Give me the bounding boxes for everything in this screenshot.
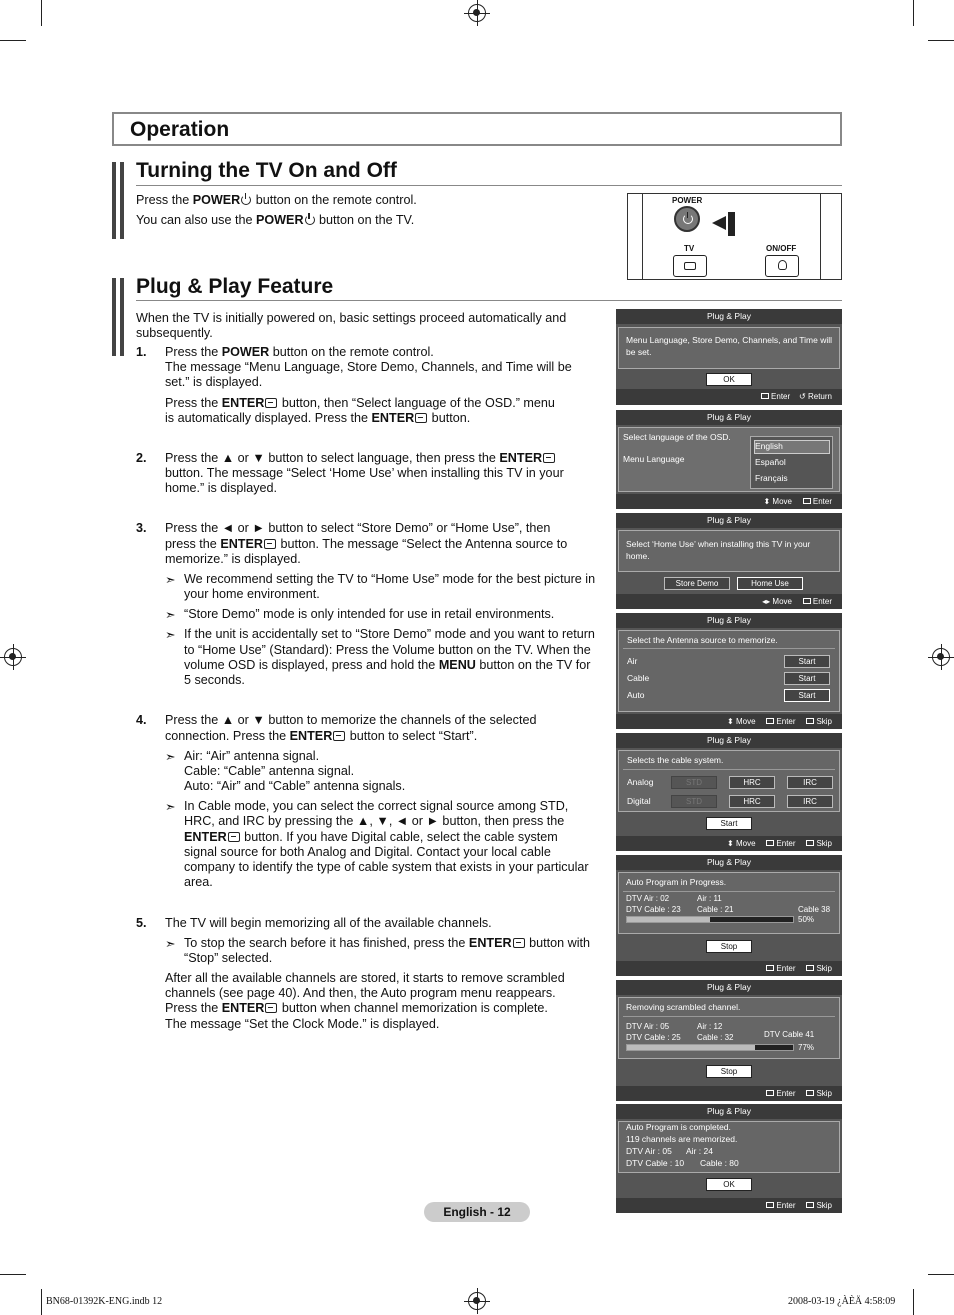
osd-message: Selects the cable system. bbox=[627, 755, 724, 765]
step3-note2: “Store Demo” mode is only intended for use in retail environments. bbox=[184, 607, 555, 621]
step4-note1-a: Air: “Air” antenna signal. bbox=[184, 749, 320, 763]
enter-icon bbox=[803, 498, 811, 504]
language-option[interactable]: English bbox=[755, 441, 783, 451]
osd-message-box bbox=[618, 427, 840, 492]
enter-icon bbox=[766, 840, 774, 846]
step5-note1-a: To stop the search before it has finished, press the ENTER button with bbox=[184, 936, 591, 950]
remote-edge bbox=[820, 193, 821, 280]
progress-percent: 77% bbox=[798, 1043, 815, 1052]
step4-note2-b: HRC, and IRC by pressing the ▲, ▼, ◄ or ► button, then press the bbox=[184, 814, 565, 828]
osd-message: Select ‘Home Use’ when installing this TV in your bbox=[626, 539, 811, 549]
enter-icon bbox=[766, 1202, 774, 1208]
enter-icon bbox=[265, 1003, 277, 1013]
antenna-air-label: Air bbox=[627, 656, 638, 666]
osd-stop-button[interactable]: Stop bbox=[706, 1065, 752, 1078]
note-arrow-icon: ➣ bbox=[165, 750, 176, 764]
cable-count: Cable : 21 bbox=[697, 905, 734, 914]
osd-message-box bbox=[618, 1121, 840, 1173]
step4-line-b: connection. Press the ENTER button to select “Start”. bbox=[165, 729, 478, 743]
analog-label: Analog bbox=[627, 777, 654, 787]
step1-line-b: The message “Menu Language, Store Demo, Channels, and Time will be bbox=[165, 360, 572, 374]
enter-icon bbox=[513, 938, 525, 948]
step1-line-c: set.” is displayed. bbox=[165, 375, 263, 389]
registration-mark-icon bbox=[4, 648, 22, 666]
step-number: 4. bbox=[136, 713, 147, 727]
step3-line-b: press the ENTER button. The message “Select the Antenna source to bbox=[165, 537, 568, 551]
skip-icon bbox=[806, 1202, 814, 1208]
osd-panel-antenna bbox=[616, 613, 842, 729]
osd-start-button[interactable]: Start bbox=[706, 817, 752, 830]
page-number-badge: English - 12 bbox=[424, 1202, 530, 1222]
skip-icon bbox=[806, 718, 814, 724]
osd-footer: ◂▸ Move Enter bbox=[616, 594, 842, 609]
osd-message: Menu Language, Store Demo, Channels, and Time will bbox=[626, 335, 833, 345]
step4-note2-c: ENTER button. If you have Digital cable, select the cable system bbox=[184, 830, 558, 844]
current-channel: DTV Cable 41 bbox=[764, 1030, 815, 1039]
step4-note2-d: signal source for both Analog and Digital. Contact your local cable bbox=[184, 845, 551, 859]
step5-line-a: The TV will begin memorizing all of the available channels. bbox=[165, 916, 492, 930]
enter-icon bbox=[803, 598, 811, 604]
plug-play-intro: When the TV is initially powered on, basic settings proceed automatically and subsequently. bbox=[136, 311, 567, 341]
enter-icon bbox=[761, 393, 769, 399]
step3-note3-d: 5 seconds. bbox=[184, 673, 245, 687]
remote-tv-label: TV bbox=[684, 244, 695, 253]
section-title: Operation bbox=[130, 118, 230, 141]
imprint-file: BN68-01392K-ENG.indb 12 bbox=[46, 1296, 163, 1307]
power-icon bbox=[305, 215, 315, 225]
divider bbox=[623, 769, 835, 770]
crop-mark bbox=[0, 40, 26, 41]
enter-icon bbox=[766, 718, 774, 724]
osd-message-box bbox=[618, 997, 840, 1059]
updown-icon: ⬍ bbox=[763, 497, 771, 506]
osd-footer: Enter ↺ Return bbox=[616, 389, 842, 405]
language-list bbox=[750, 436, 833, 489]
step3-line-c: memorize.” is displayed. bbox=[165, 552, 301, 566]
dtv-cable-count: DTV Cable : 10 bbox=[626, 1158, 685, 1168]
imprint-date: 2008-03-19 ¿ÀÈÄ 4:58:09 bbox=[788, 1296, 896, 1307]
osd-message-box bbox=[618, 327, 840, 369]
dtv-cable-count: DTV Cable : 23 bbox=[626, 905, 681, 914]
note-arrow-icon: ➣ bbox=[165, 573, 176, 587]
osd-message-box bbox=[618, 530, 840, 572]
cable-count: Cable : 80 bbox=[700, 1158, 739, 1168]
enter-icon bbox=[333, 731, 345, 741]
step1-line-e: is automatically displayed. Press the ENTER button. bbox=[165, 411, 471, 425]
air-count: Air : 24 bbox=[686, 1146, 713, 1156]
note-arrow-icon: ➣ bbox=[165, 800, 176, 814]
osd-message: Select the Antenna source to memorize. bbox=[627, 635, 778, 645]
section-bar bbox=[112, 278, 124, 356]
analog-irc-button[interactable]: IRC bbox=[787, 776, 833, 789]
skip-icon bbox=[806, 1090, 814, 1096]
osd-message: Auto Program is completed. bbox=[626, 1122, 731, 1132]
progress-percent: 50% bbox=[798, 915, 815, 924]
step3-note3-a: If the unit is accidentally set to “Store Demo” mode and you want to return bbox=[184, 627, 595, 641]
osd-message-box bbox=[618, 750, 840, 812]
progress-bar bbox=[626, 1044, 794, 1051]
progress-fill bbox=[627, 917, 710, 922]
language-option[interactable]: Français bbox=[755, 473, 788, 483]
dtv-cable-count: DTV Cable : 25 bbox=[626, 1033, 681, 1042]
progress-fill bbox=[627, 1045, 755, 1050]
enter-icon bbox=[264, 539, 276, 549]
start-cable-button[interactable]: Start bbox=[784, 672, 830, 685]
step4-note2-e: company to identify the type of cable system that exists in your particular bbox=[184, 860, 589, 874]
osd-footer: ⬍ Move Enter bbox=[616, 494, 842, 509]
step-number: 2. bbox=[136, 451, 147, 465]
osd-footer: Enter Skip bbox=[616, 1198, 842, 1213]
section-header-box bbox=[112, 112, 842, 146]
analog-hrc-button[interactable]: HRC bbox=[729, 776, 775, 789]
remote-onoff-label: ON/OFF bbox=[766, 244, 797, 253]
osd-header: Plug & Play bbox=[616, 613, 842, 628]
osd-panel-menu-language bbox=[616, 309, 842, 405]
crop-mark bbox=[41, 1289, 42, 1315]
step-number: 1. bbox=[136, 345, 147, 359]
osd-message: be set. bbox=[626, 347, 652, 357]
osd-header: Plug & Play bbox=[616, 1104, 842, 1119]
osd-prompt: Select language of the OSD. bbox=[623, 432, 731, 442]
enter-icon bbox=[766, 1090, 774, 1096]
osd-message: Auto Program in Progress. bbox=[626, 877, 727, 887]
osd-panel-complete bbox=[616, 1104, 842, 1213]
registration-mark-icon bbox=[468, 4, 486, 22]
divider bbox=[623, 648, 835, 649]
osd-header: Plug & Play bbox=[616, 410, 842, 425]
osd-message: Removing scrambled channel. bbox=[626, 1002, 741, 1012]
osd-footer: Enter Skip bbox=[616, 1086, 842, 1101]
digital-irc-button[interactable]: IRC bbox=[787, 795, 833, 808]
remote-power-label: POWER bbox=[672, 196, 703, 205]
leftright-icon: ◂▸ bbox=[762, 597, 771, 606]
crop-mark bbox=[913, 1289, 914, 1315]
pointer-arrow-icon bbox=[728, 212, 735, 236]
enter-icon bbox=[415, 413, 427, 423]
osd-panel-auto-program bbox=[616, 855, 842, 976]
antenna-cable-label: Cable bbox=[627, 673, 650, 683]
step-number: 5. bbox=[136, 916, 147, 930]
home-use-button[interactable]: Home Use bbox=[737, 577, 803, 590]
step3-note1-b: your home environment. bbox=[184, 587, 320, 601]
step3-note1-a: We recommend setting the TV to “Home Use” mode for the best picture in bbox=[184, 572, 596, 586]
step5-para-4: The message “Set the Clock Mode.” is displayed. bbox=[165, 1017, 440, 1031]
osd-panel-language-select bbox=[616, 410, 842, 509]
osd-panel-home-use bbox=[616, 513, 842, 609]
remote-edge bbox=[642, 193, 643, 280]
pointer-arrow-icon bbox=[712, 216, 726, 230]
turning-on-line-2: You can also use the POWER button on the TV. bbox=[136, 213, 415, 227]
remote-onoff-button bbox=[765, 255, 799, 277]
step4-note2-a: In Cable mode, you can select the correct signal source among STD, bbox=[184, 799, 569, 813]
remote-illustration bbox=[627, 193, 842, 280]
plug-play-title: Plug & Play Feature bbox=[136, 275, 334, 298]
osd-header: Plug & Play bbox=[616, 309, 842, 324]
turning-on-line-1: Press the POWER button on the remote control. bbox=[136, 193, 417, 207]
step3-note3-c: volume OSD is displayed, press and hold the MENU button on the TV for bbox=[184, 658, 591, 672]
osd-header: Plug & Play bbox=[616, 980, 842, 995]
antenna-auto-label: Auto bbox=[627, 690, 645, 700]
digital-std-button[interactable]: STD bbox=[671, 795, 717, 808]
power-icon bbox=[241, 195, 251, 205]
osd-footer: ⬍ Move Enter Skip bbox=[616, 836, 842, 851]
enter-icon bbox=[265, 398, 277, 408]
osd-label: Menu Language bbox=[623, 454, 685, 464]
registration-mark-icon bbox=[932, 648, 950, 666]
step4-note2-f: area. bbox=[184, 875, 213, 889]
remote-tv-button bbox=[673, 255, 707, 277]
osd-ok-button[interactable]: OK bbox=[706, 1178, 752, 1191]
step3-note3-b: to “Home Use” (Standard): Press the Volume button on the TV. When the bbox=[184, 643, 591, 657]
analog-std-button[interactable]: STD bbox=[671, 776, 717, 789]
step5-para-2: channels (see page 40). And then, the Auto program menu reappears. bbox=[165, 986, 556, 1000]
osd-message-box bbox=[618, 872, 840, 934]
divider bbox=[623, 891, 835, 892]
step2-line-b: button. The message “Select ‘Home Use’ when installing this TV in your bbox=[165, 466, 564, 480]
osd-ok-button[interactable]: OK bbox=[706, 373, 752, 386]
divider bbox=[136, 185, 842, 186]
crop-mark bbox=[0, 1274, 26, 1275]
note-arrow-icon: ➣ bbox=[165, 937, 176, 951]
step4-line-a: Press the ▲ or ▼ button to memorize the channels of the selected bbox=[165, 713, 537, 727]
cable-count: Cable : 32 bbox=[697, 1033, 734, 1042]
osd-footer: ⬍ Move Enter Skip bbox=[616, 714, 842, 729]
crop-mark bbox=[41, 0, 42, 26]
store-demo-button[interactable]: Store Demo bbox=[664, 577, 730, 590]
step2-line-a: Press the ▲ or ▼ button to select language, then press the ENTER bbox=[165, 451, 556, 466]
tv-icon bbox=[684, 262, 696, 270]
power-icon bbox=[683, 214, 693, 224]
osd-header: Plug & Play bbox=[616, 513, 842, 528]
step1-line-d: Press the ENTER button, then “Select language of the OSD.” menu bbox=[165, 396, 555, 410]
crop-mark bbox=[913, 0, 914, 26]
crop-mark bbox=[928, 40, 954, 41]
dtv-air-count: DTV Air : 05 bbox=[626, 1146, 672, 1156]
return-icon: ↺ bbox=[799, 392, 806, 401]
section-bar bbox=[112, 162, 124, 239]
step2-line-c: home.” is displayed. bbox=[165, 481, 277, 495]
air-count: Air : 11 bbox=[697, 894, 722, 903]
enter-icon bbox=[228, 832, 240, 842]
step4-note1-b: Cable: “Cable” antenna signal. bbox=[184, 764, 355, 778]
enter-icon bbox=[543, 453, 555, 463]
enter-icon bbox=[766, 965, 774, 971]
progress-bar bbox=[626, 916, 794, 923]
note-arrow-icon: ➣ bbox=[165, 628, 176, 642]
osd-message-box bbox=[618, 630, 840, 712]
language-option[interactable]: Español bbox=[755, 457, 786, 467]
remote-power-button bbox=[674, 206, 700, 232]
dtv-air-count: DTV Air : 02 bbox=[626, 894, 670, 903]
divider bbox=[136, 300, 842, 301]
updown-icon: ⬍ bbox=[727, 717, 734, 726]
turning-on-title: Turning the TV On and Off bbox=[136, 159, 397, 182]
osd-panel-scrambled bbox=[616, 980, 842, 1101]
start-air-button[interactable]: Start bbox=[784, 655, 830, 668]
updown-icon: ⬍ bbox=[727, 839, 734, 848]
osd-message: 119 channels are memorized. bbox=[626, 1134, 738, 1144]
step3-line-a: Press the ◄ or ► button to select “Store Demo” or “Home Use”, then bbox=[165, 521, 551, 535]
osd-footer: Enter Skip bbox=[616, 961, 842, 976]
step5-para-3: Press the ENTER button when channel memorization is complete. bbox=[165, 1001, 548, 1015]
step-number: 3. bbox=[136, 521, 147, 535]
start-auto-button[interactable]: Start bbox=[784, 689, 830, 702]
registration-mark-icon bbox=[468, 1292, 486, 1310]
step5-para-1: After all the available channels are stored, it starts to remove scrambled bbox=[165, 971, 565, 985]
step1-line-a: Press the POWER button on the remote control. bbox=[165, 345, 434, 359]
digital-hrc-button[interactable]: HRC bbox=[729, 795, 775, 808]
osd-header: Plug & Play bbox=[616, 733, 842, 748]
skip-icon bbox=[806, 965, 814, 971]
light-bulb-icon bbox=[778, 260, 787, 270]
current-channel: Cable 38 bbox=[798, 905, 831, 914]
osd-stop-button[interactable]: Stop bbox=[706, 940, 752, 953]
osd-message: home. bbox=[626, 551, 650, 561]
digital-label: Digital bbox=[627, 796, 651, 806]
divider bbox=[623, 1016, 835, 1017]
step5-note1-b: “Stop” selected. bbox=[184, 951, 273, 965]
skip-icon bbox=[806, 840, 814, 846]
dtv-air-count: DTV Air : 05 bbox=[626, 1022, 670, 1031]
step4-note1-c: Auto: “Air” and “Cable” antenna signals. bbox=[184, 779, 406, 793]
note-arrow-icon: ➣ bbox=[165, 608, 176, 622]
osd-panel-cable-system bbox=[616, 733, 842, 851]
air-count: Air : 12 bbox=[697, 1022, 723, 1031]
osd-header: Plug & Play bbox=[616, 855, 842, 870]
crop-mark bbox=[928, 1274, 954, 1275]
